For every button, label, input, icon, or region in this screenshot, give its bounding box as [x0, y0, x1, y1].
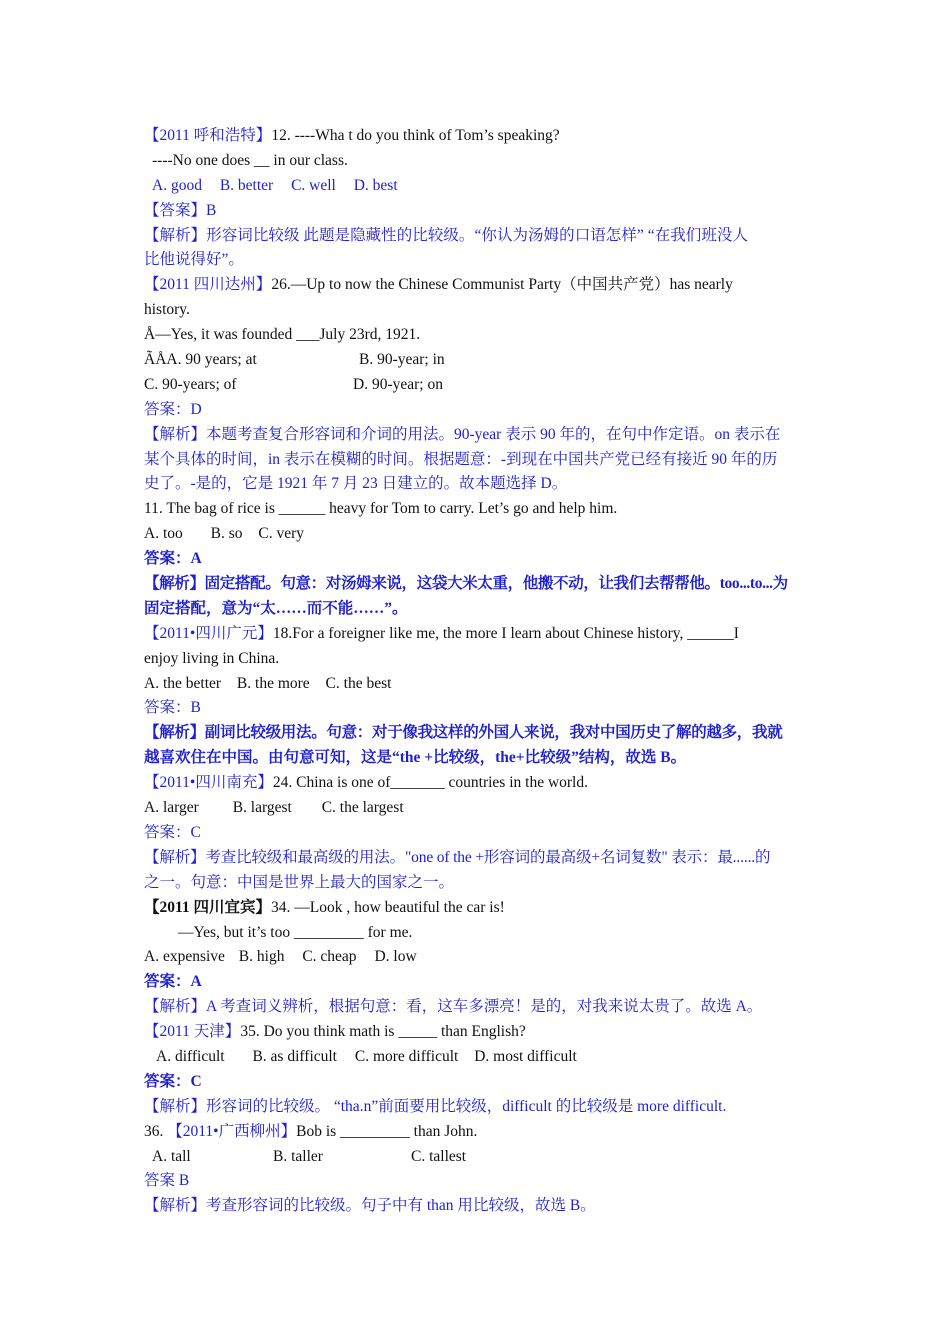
analysis-line: 【解析】形容词比较级 此题是隐藏性的比较级。“你认为汤姆的口语怎样” “在我们班没人 [144, 226, 748, 244]
option-d: D. low [374, 948, 417, 966]
options-line [144, 1045, 808, 1070]
analysis-line: 【解析】副词比较级用法。句意：对于像我这样的外国人来说，我对中国历史了解的越多，我就 [144, 724, 783, 742]
option-a: A. tall [152, 1147, 191, 1165]
analysis-line: 【解析】形容词的比较级。 “tha.n”前面要用比较级，difficult 的比较级是 more difficult. [144, 1097, 727, 1115]
question-line: enjoy living in China. [144, 649, 280, 667]
option-d: D. most difficult [474, 1047, 577, 1065]
option-c: C. more difficult [354, 1047, 459, 1065]
question-line [144, 323, 808, 348]
option-d: D. best [353, 176, 398, 194]
option-d: D. 90-year; on [353, 375, 443, 393]
option-a: A. good [152, 176, 202, 194]
answer-line: 答案：A [144, 973, 202, 991]
question-26-stem [144, 273, 808, 298]
option-b: B. better [219, 176, 274, 194]
stray-glyph: ÃÅ [144, 351, 167, 369]
stray-glyph: Å [144, 326, 156, 344]
question-text: 12. ----Wha t do you think of Tom’s speaking? [271, 127, 560, 144]
options-line [144, 672, 808, 697]
question-number: 36. [144, 1122, 168, 1140]
question-source: 【2011•广西柳州】 [167, 1122, 297, 1140]
question-line: history. [144, 301, 190, 319]
answer-line: 答案：A [144, 550, 202, 568]
option-a: A. expensive [144, 948, 225, 966]
answer-line: 答案：B [144, 699, 201, 717]
option-a: A. the better [144, 674, 222, 692]
analysis-line: 固定搭配，意为“太……而不能……”。 [144, 599, 408, 617]
option-c: C. well [291, 176, 336, 194]
question-line: —Yes, but it’s too _________ for me. [178, 923, 413, 941]
question-35-stem [144, 1020, 808, 1045]
options-line [144, 945, 808, 970]
question-text: 24. China is one of_______ countries in the world. [272, 774, 588, 792]
question-source: 【2011•四川广元】 [144, 624, 273, 642]
option-b: B. largest [232, 799, 292, 817]
question-text: Bob is _________ than John. [296, 1122, 478, 1140]
question-text: 35. Do you think math is _____ than English? [240, 1023, 526, 1041]
question-source: 【2011 四川达州】 [144, 276, 272, 294]
option-b: B. taller [273, 1147, 323, 1165]
analysis-line: 【解析】A 考查词义辨析，根据句意：看，这车多漂亮！是的，对我来说太贵了。故选 A。 [144, 998, 763, 1016]
analysis-line: 【解析】考查比较级和最高级的用法。"one of the +形容词的最高级+名词复数" 表示：最......的 [144, 848, 771, 866]
options-line [144, 174, 808, 199]
options-line [144, 796, 808, 821]
options-line [144, 1145, 808, 1170]
option-a: A. larger [144, 799, 199, 817]
question-source: 【2011•四川南充】 [144, 774, 273, 792]
question-24-stem [144, 771, 808, 796]
option-c: C. the largest [321, 799, 404, 817]
analysis-line: 某个具体的时间，in 表示在模糊的时间。根据题意：-到现在中国共产党已经有接近 90 年的历 [144, 450, 778, 468]
analysis-line: 【解析】固定搭配。句意：对汤姆来说，这袋大米太重，他搬不动，让我们去帮帮他。too...to...为 [144, 575, 788, 593]
options-line [144, 522, 808, 547]
question-text: —Yes, it was founded ___July 23rd, 1921. [155, 326, 421, 344]
question-text: 34. —Look , how beautiful the car is! [271, 898, 505, 916]
option-a: A. difficult [156, 1047, 225, 1065]
question-36-stem [144, 1120, 808, 1145]
question-source: 【2011 天津】 [144, 1023, 241, 1041]
answer-line: 答案：C [144, 823, 201, 841]
question-text: 18.For a foreigner like me, the more I learn about Chinese history, ______I [272, 624, 739, 642]
options-line [144, 348, 808, 373]
option-a: A. 90 years; at [166, 351, 257, 369]
question-line: ----No one does __ in our class. [152, 151, 348, 169]
option-c: C. the best [325, 674, 392, 692]
analysis-line: 【解析】考查形容词的比较级。句子中有 than 用比较级，故选 B。 [144, 1197, 596, 1215]
document-page [144, 124, 808, 1219]
answer-line: 答案 B [144, 1172, 190, 1190]
question-text: 26.—Up to now the Chinese Communist Party（中国共产党）has nearly [271, 276, 733, 294]
option-b: B. the more [236, 674, 310, 692]
question-11-stem: 11. The bag of rice is ______ heavy for Tom to carry. Let’s go and help him. [144, 500, 618, 518]
option-b: B. high [238, 948, 285, 966]
option-c: C. 90-years; of [144, 375, 237, 393]
analysis-line: 【解析】本题考查复合形容词和介词的用法。90-year 表示 90 年的，在句中作定语。on 表示在 [144, 425, 781, 443]
analysis-line: 越喜欢住在中国。由句意可知，这是“the +比较级，the+比较级”结构，故选 B。 [144, 749, 687, 767]
question-34-stem [144, 896, 808, 921]
option-b: B. as difficult [252, 1047, 337, 1065]
question-18-stem [144, 622, 808, 647]
option-c: C. cheap [302, 948, 357, 966]
question-source: 【2011 呼和浩特】 [144, 127, 272, 144]
answer-line: 答案：C [144, 1072, 202, 1090]
analysis-line: 之一。句意：中国是世界上最大的国家之一。 [144, 873, 455, 891]
option-c: C. very [258, 525, 305, 543]
analysis-line: 比他说得好”。 [144, 251, 244, 269]
option-b: B. 90-year; in [359, 351, 445, 369]
answer-line: 【答案】B [144, 201, 217, 219]
question-source: 【2011 四川宜宾】 [144, 898, 272, 916]
option-a: A. too [144, 525, 183, 543]
answer-line: 答案：D [144, 400, 202, 418]
analysis-line: 史了。-是的，它是 1921 年 7 月 23 日建立的。故本题选择 D。 [144, 475, 568, 493]
options-line [144, 373, 808, 398]
question-12-stem [144, 124, 808, 149]
option-b: B. so [210, 525, 243, 543]
option-c: C. tallest [411, 1147, 467, 1165]
